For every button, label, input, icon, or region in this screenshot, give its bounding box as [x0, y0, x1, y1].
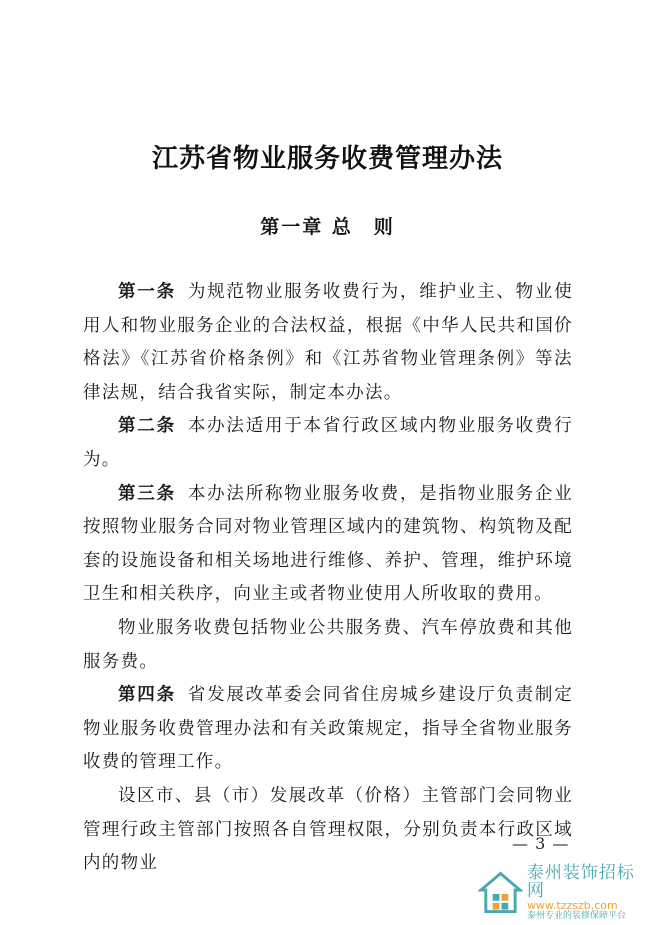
- watermark-url: www.tzzszb.com: [526, 899, 618, 913]
- watermark-name: 泰州装饰招标网: [526, 862, 635, 901]
- house-logo-icon: [478, 870, 523, 916]
- paragraph-article-4: [83, 679, 573, 780]
- paragraph-text: 设区市、县（市）发展改革（价格）主管部门会同物业管理行政主管部门按照各自管理权限，分别负责本行政区域内的物业: [83, 785, 573, 874]
- watermark-slogan: 泰州专业的装修保障平台: [526, 910, 626, 921]
- paragraph-article-3: [83, 478, 573, 612]
- paragraph-text: 本办法适用于本省行政区域内物业服务收费行为。: [83, 416, 574, 470]
- page-number: — 3 —: [512, 834, 570, 853]
- article-label: 第四条: [118, 685, 176, 706]
- article-label: 第一条: [118, 282, 176, 302]
- paragraph-text: 物业服务收费包括物业公共服务费、汽车停放费和其他服务费。: [83, 617, 573, 672]
- document-body: [83, 276, 573, 881]
- paragraph-text: 为规范物业服务收费行为，维护业主、物业使用人和物业服务企业的合法权益，根据《中华人民共和国价格法》《江苏省价格条例》和《江苏省物业管理条例》等法律法规，结合我省实际，制定本办法。: [83, 282, 574, 403]
- paragraph-article-4-cont: [83, 780, 573, 881]
- document-title: 江苏省物业服务收费管理办法: [151, 144, 503, 174]
- paragraph-article-3-cont: [83, 612, 573, 679]
- article-label: 第二条: [118, 416, 176, 437]
- paragraph-article-1: [83, 276, 573, 410]
- paragraph-text: 本办法所称物业服务收费，是指物业服务企业按照物业服务合同对物业管理区域内的建筑物、构筑物及配套的设施设备和相关场地进行维修、养护、管理，维护环境卫生和相关秩序，向业主或者物业使用人所收取的费用。: [83, 483, 574, 605]
- site-watermark: [478, 862, 650, 921]
- paragraph-text: 省发展改革委会同省住房城乡建设厅负责制定物业服务收费管理办法和有关政策规定，指导全省物业服务收费的管理工作。: [83, 685, 574, 773]
- watermark-text: [526, 862, 650, 922]
- article-label: 第三条: [118, 483, 176, 504]
- chapter-heading: 第一章 总 则: [260, 216, 395, 238]
- paragraph-article-2: [83, 410, 573, 477]
